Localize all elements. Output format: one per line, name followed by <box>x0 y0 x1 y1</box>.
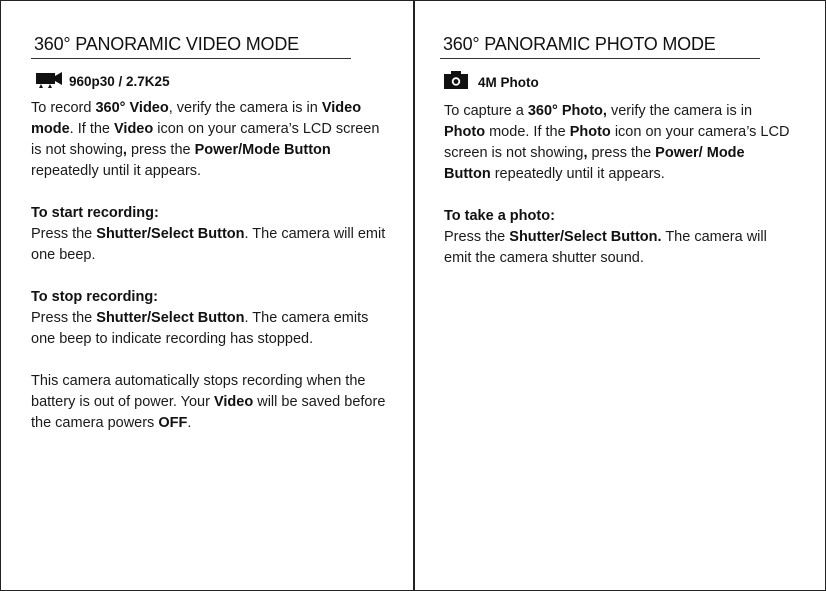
video-mode-section <box>1 1 413 590</box>
photo-camera-icon <box>443 71 469 94</box>
take-photo-heading: To take a photo: <box>444 208 555 224</box>
photo-mode-row <box>443 71 539 94</box>
auto-stop-paragraph: This camera automatically stops recording when the battery is out of power. Your Video will be saved before the camera powers OFF. <box>31 373 386 431</box>
video-intro-paragraph: To record 360° Video, verify the camera is in Video mode. If the Video icon on your camera’s LCD screen is not showing, press the Power/Mode Button repeatedly until it appears. <box>31 100 380 179</box>
photo-intro-paragraph: To capture a 360° Photo, verify the camera is in Photo mode. If the Photo icon on your camera’s LCD screen is not showing, press the Power/ Mode Button repeatedly until it appears. <box>444 103 790 182</box>
video-resolution-label: 960p30 / 2.7K25 <box>69 74 170 89</box>
take-photo-paragraph: Press the Shutter/Select Button. The camera will emit the camera shutter sound. <box>444 229 767 266</box>
video-mode-row <box>35 70 170 93</box>
stop-recording-heading: To stop recording: <box>31 289 159 305</box>
start-recording-heading: To start recording: <box>31 205 159 221</box>
video-instructions <box>31 98 391 434</box>
video-camera-icon <box>35 70 63 93</box>
photo-mode-section <box>415 1 825 590</box>
photo-instructions <box>444 101 794 269</box>
photo-title-underline <box>440 58 760 59</box>
photo-resolution-label: 4M Photo <box>478 75 539 90</box>
stop-recording-paragraph: Press the Shutter/Select Button. The camera emits one beep to indicate recording has stopped. <box>31 310 369 347</box>
photo-mode-title: 360° PANORAMIC PHOTO MODE <box>443 34 716 54</box>
video-title-underline <box>31 58 351 59</box>
video-mode-title: 360° PANORAMIC VIDEO MODE <box>34 34 299 54</box>
start-recording-paragraph: Press the Shutter/Select Button. The camera will emit one beep. <box>31 226 386 263</box>
